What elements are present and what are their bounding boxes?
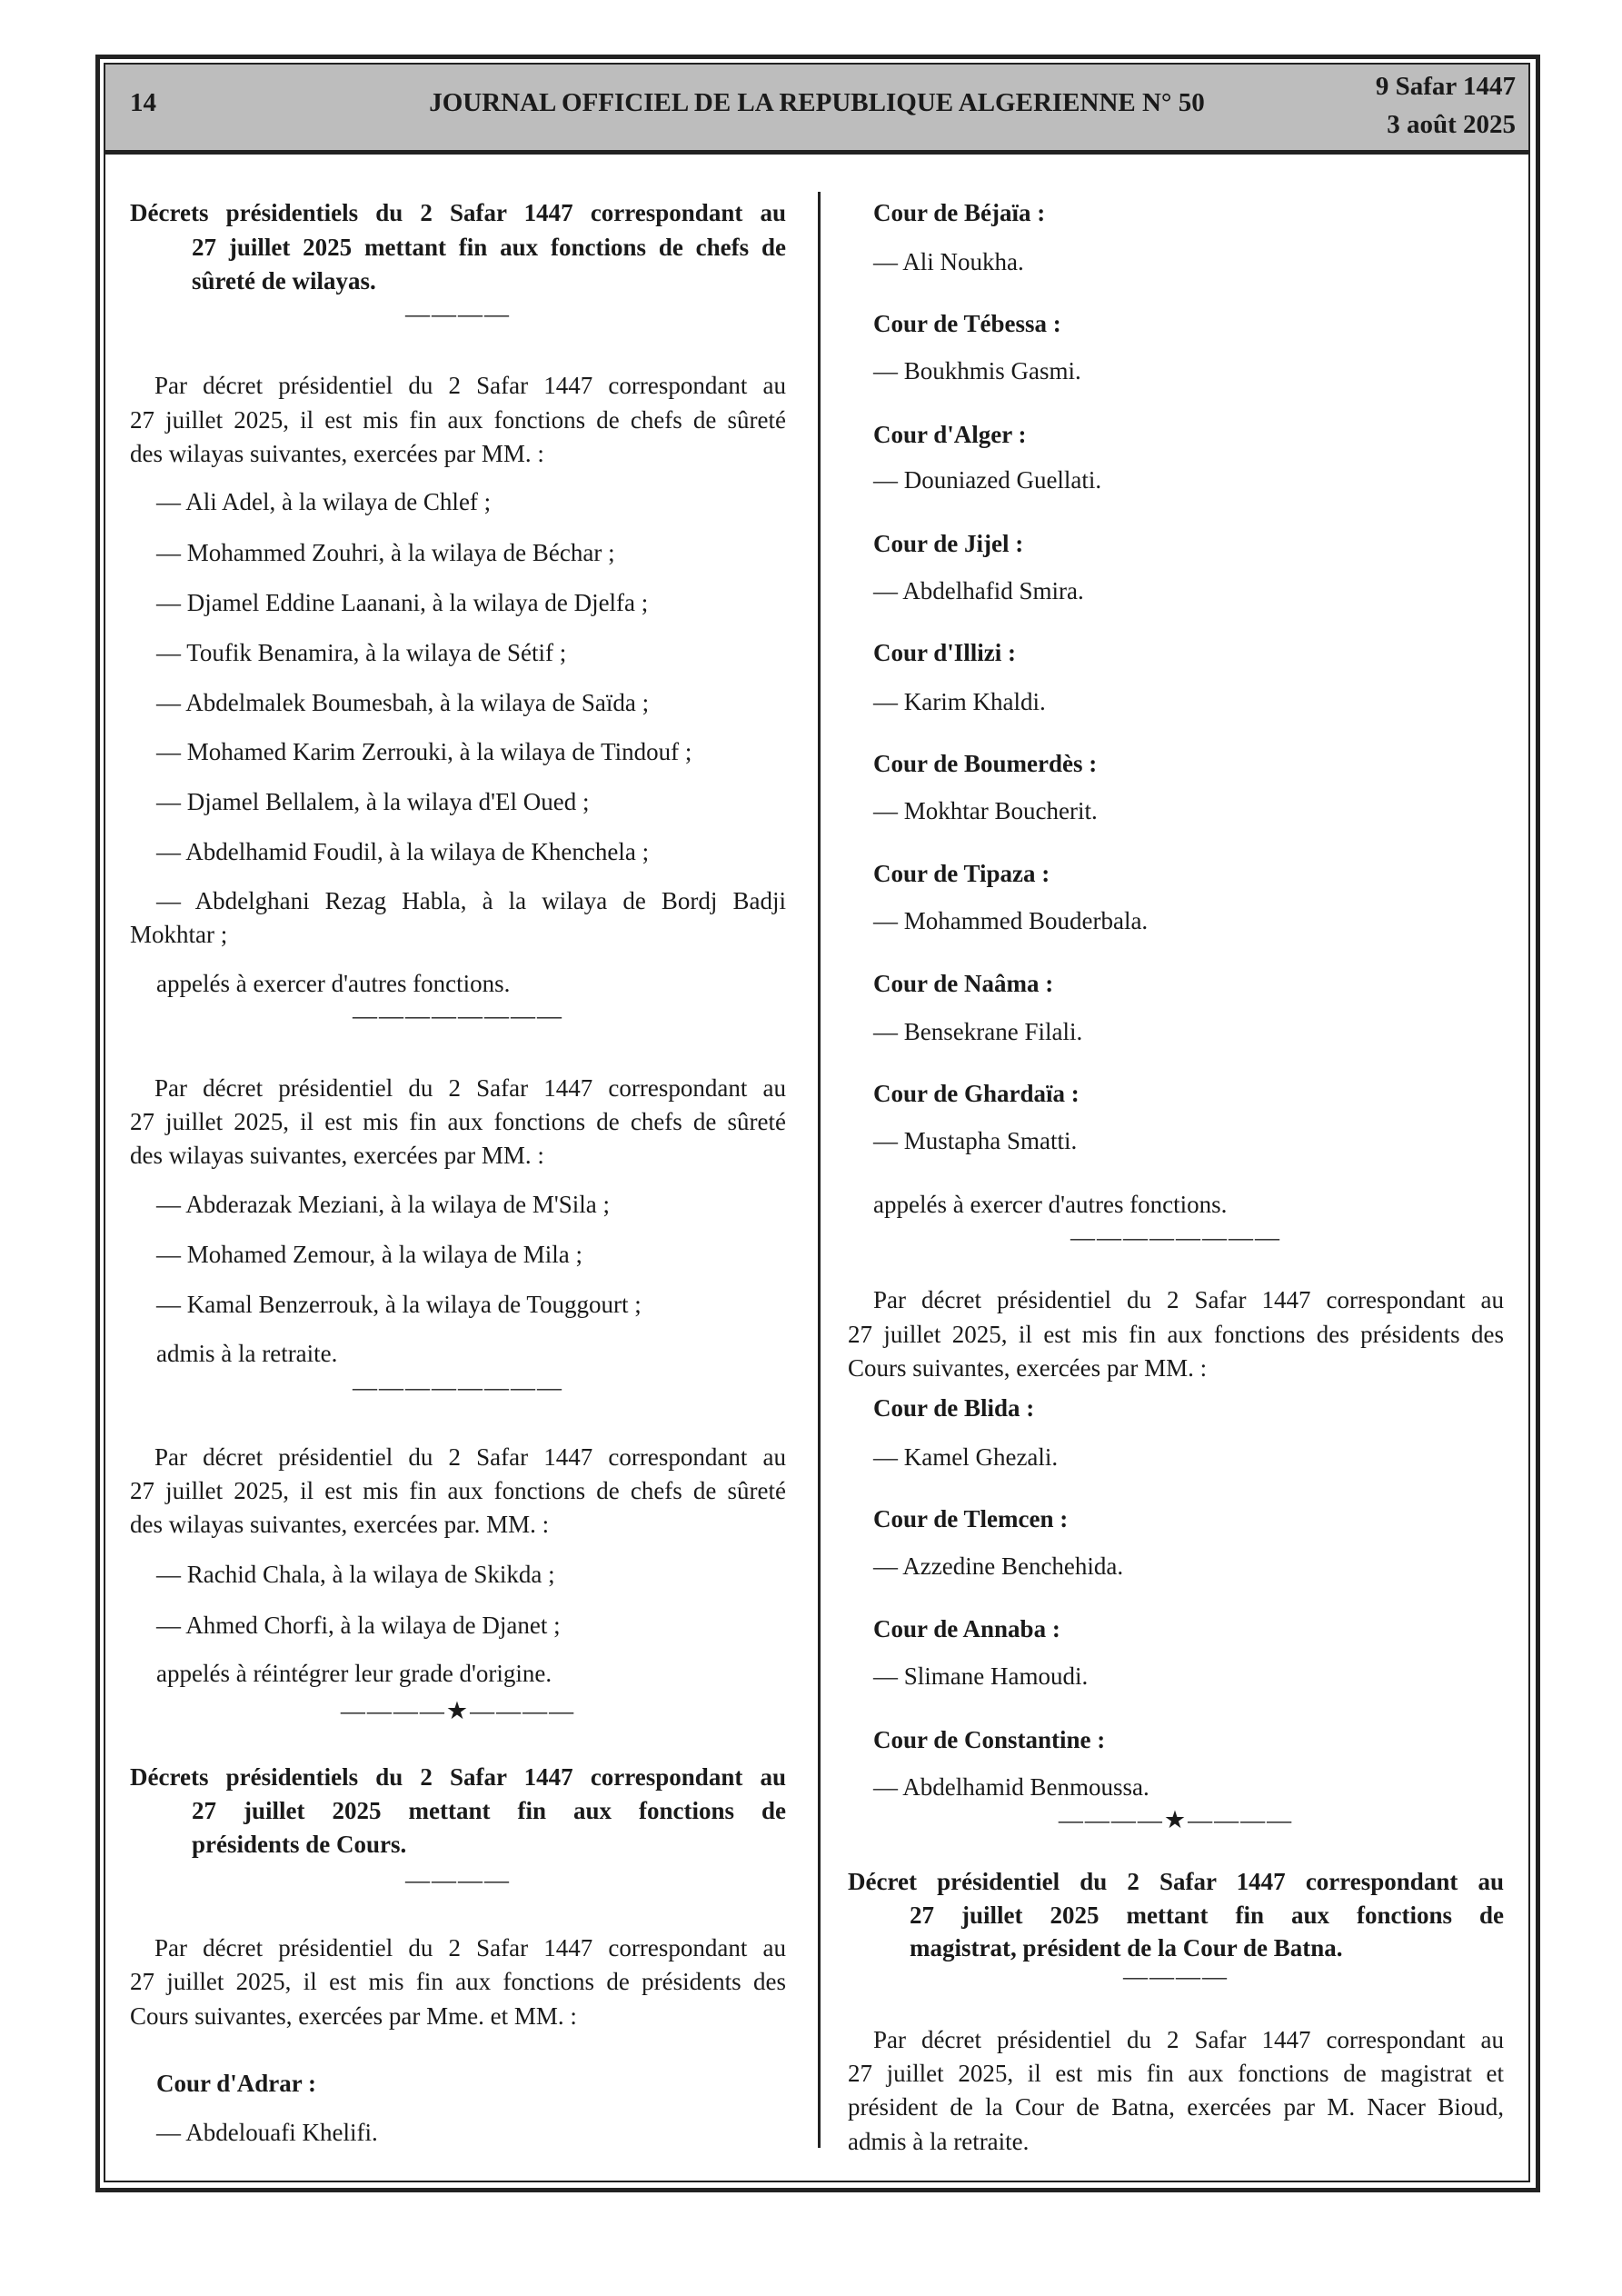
list-item: — Mohamed Zemour, à la wilaya de Mila ;: [156, 1241, 583, 1268]
court-heading: Cour de Boumerdès :: [873, 750, 1098, 777]
court-heading: Cour de Tipaza :: [873, 860, 1050, 887]
list-item: — Kamel Ghezali.: [873, 1443, 1059, 1471]
court-heading: Cour de Tlemcen :: [873, 1505, 1069, 1532]
list-item: — Kamal Benzerrouk, à la wilaya de Touggourt ;: [156, 1291, 642, 1318]
list-item: — Ali Noukha.: [873, 248, 1024, 275]
list-item: — Djamel Bellalem, à la wilaya d'El Oued ;: [156, 788, 590, 815]
list-item: — Rachid Chala, à la wilaya de Skikda ;: [156, 1561, 555, 1588]
list-item: — Mohamed Karim Zerrouki, à la wilaya de Tindouf ;: [156, 738, 692, 765]
separator: ————————: [353, 1373, 563, 1401]
decree-paragraph: Par décret présidentiel du 2 Safar 1447 correspondant au: [154, 1443, 786, 1471]
decree-paragraph: des wilayas suivantes, exercées par. MM. :: [130, 1511, 550, 1538]
decree-paragraph: des wilayas suivantes, exercées par MM. :: [130, 1142, 544, 1169]
decree-title: Décrets présidentiels du 2 Safar 1447 correspondant au: [130, 199, 786, 226]
closing-text: appelés à réintégrer leur grade d'origine.: [156, 1660, 552, 1687]
court-heading: Cour de Béjaïa :: [873, 199, 1046, 226]
list-item: — Azzedine Benchehida.: [873, 1552, 1124, 1580]
court-heading: Cour d'Alger :: [873, 421, 1027, 448]
list-item: — Abdelhafid Smira.: [873, 577, 1084, 604]
list-item: Mokhtar ;: [130, 921, 228, 948]
decree-paragraph: Par décret présidentiel du 2 Safar 1447 correspondant au: [154, 1934, 786, 1962]
decree-paragraph: 27 juillet 2025, il est mis fin aux fonctions de chefs de sûreté: [130, 1108, 786, 1135]
list-item: — Abderazak Meziani, à la wilaya de M'Sila ;: [156, 1191, 610, 1218]
decree-paragraph: Par décret présidentiel du 2 Safar 1447 correspondant au: [873, 2026, 1504, 2053]
court-heading: Cour de Annaba :: [873, 1615, 1060, 1642]
separator: ————————: [1070, 1223, 1281, 1251]
decree-paragraph: 27 juillet 2025, il est mis fin aux fonctions de chefs de sûreté: [130, 406, 786, 434]
decree-paragraph: Cours suivantes, exercées par MM. :: [848, 1354, 1208, 1382]
decree-title: Décret présidentiel du 2 Safar 1447 correspondant au: [848, 1868, 1504, 1895]
star-separator: ————★————: [340, 1697, 576, 1724]
decree-title: 27 juillet 2025 mettant fin aux fonctions de: [910, 1902, 1504, 1929]
decree-paragraph: 27 juillet 2025, il est mis fin aux fonctions de présidents des: [130, 1968, 786, 1995]
list-item: — Bensekrane Filali.: [873, 1018, 1083, 1045]
separator: ————: [405, 300, 511, 327]
separator: ————: [405, 1866, 511, 1893]
list-item: — Abdelhamid Foudil, à la wilaya de Khenchela ;: [156, 838, 650, 865]
decree-paragraph: admis à la retraite.: [848, 2128, 1030, 2155]
decree-title: sûreté de wilayas.: [192, 267, 376, 294]
closing-text: admis à la retraite.: [156, 1340, 338, 1367]
decree-paragraph: Par décret présidentiel du 2 Safar 1447 correspondant au: [154, 1074, 786, 1102]
decree-title: 27 juillet 2025 mettant fin aux fonctions de chefs de: [192, 234, 786, 261]
decree-title: présidents de Cours.: [192, 1831, 407, 1858]
list-item: — Abdelouafi Khelifi.: [156, 2119, 378, 2146]
list-item: — Abdelghani Rezag Habla, à la wilaya de Bordj Badji: [156, 887, 786, 914]
decree-title: magistrat, président de la Cour de Batna.: [910, 1934, 1343, 1962]
decree-paragraph: Cours suivantes, exercées par Mme. et MM. :: [130, 2002, 577, 2030]
closing-text: appelés à exercer d'autres fonctions.: [873, 1191, 1228, 1218]
decree-paragraph: 27 juillet 2025, il est mis fin aux fonctions de chefs de sûreté: [130, 1477, 786, 1504]
column-divider: [818, 192, 821, 2148]
list-item: — Ahmed Chorfi, à la wilaya de Djanet ;: [156, 1612, 561, 1639]
decree-title: 27 juillet 2025 mettant fin aux fonctions de: [192, 1797, 786, 1824]
date-hijri: 9 Safar 1447: [1375, 72, 1516, 101]
list-item: — Abdelmalek Boumesbah, à la wilaya de Saïda ;: [156, 689, 650, 716]
decree-paragraph: Par décret présidentiel du 2 Safar 1447 correspondant au: [873, 1286, 1504, 1313]
list-item: — Abdelhamid Benmoussa.: [873, 1773, 1149, 1801]
list-item: — Toufik Benamira, à la wilaya de Sétif ;: [156, 639, 567, 666]
date-gregorian: 3 août 2025: [1387, 110, 1516, 139]
closing-text: appelés à exercer d'autres fonctions.: [156, 970, 511, 997]
list-item: — Slimane Hamoudi.: [873, 1662, 1089, 1690]
journal-title: JOURNAL OFFICIEL DE LA REPUBLIQUE ALGERIENNE N° 50: [429, 88, 1205, 117]
decree-paragraph: 27 juillet 2025, il est mis fin aux fonctions de magistrat et: [848, 2060, 1504, 2087]
journal-header: [105, 65, 1528, 155]
decree-paragraph: 27 juillet 2025, il est mis fin aux fonctions des présidents des: [848, 1321, 1504, 1348]
court-heading: Cour de Constantine :: [873, 1726, 1106, 1753]
list-item: — Mohammed Bouderbala.: [873, 907, 1149, 934]
court-heading: Cour d'Adrar :: [156, 2070, 317, 2097]
decree-title: Décrets présidentiels du 2 Safar 1447 correspondant au: [130, 1763, 786, 1791]
decree-paragraph: Par décret présidentiel du 2 Safar 1447 correspondant au: [154, 372, 786, 399]
star-separator: ————★————: [1058, 1806, 1294, 1833]
page-number: 14: [130, 88, 156, 117]
list-item: — Douniazed Guellati.: [873, 466, 1102, 494]
decree-paragraph: des wilayas suivantes, exercées par MM. :: [130, 440, 544, 467]
court-heading: Cour de Ghardaïa :: [873, 1080, 1080, 1107]
decree-paragraph: président de la Cour de Batna, exercées par M. Nacer Bioud,: [848, 2093, 1504, 2121]
list-item: — Ali Adel, à la wilaya de Chlef ;: [156, 488, 492, 515]
court-heading: Cour de Jijel :: [873, 530, 1024, 557]
separator: ————: [1123, 1962, 1229, 1990]
list-item: — Djamel Eddine Laanani, à la wilaya de Djelfa ;: [156, 589, 649, 616]
separator: ————————: [353, 1002, 563, 1029]
court-heading: Cour de Tébessa :: [873, 310, 1061, 337]
list-item: — Mohammed Zouhri, à la wilaya de Béchar ;: [156, 539, 615, 566]
court-heading: Cour de Naâma :: [873, 970, 1054, 997]
list-item: — Karim Khaldi.: [873, 688, 1046, 715]
list-item: — Mokhtar Boucherit.: [873, 797, 1098, 824]
list-item: — Mustapha Smatti.: [873, 1127, 1078, 1154]
court-heading: Cour d'Illizi :: [873, 639, 1017, 666]
list-item: — Boukhmis Gasmi.: [873, 357, 1081, 384]
court-heading: Cour de Blida :: [873, 1394, 1035, 1422]
